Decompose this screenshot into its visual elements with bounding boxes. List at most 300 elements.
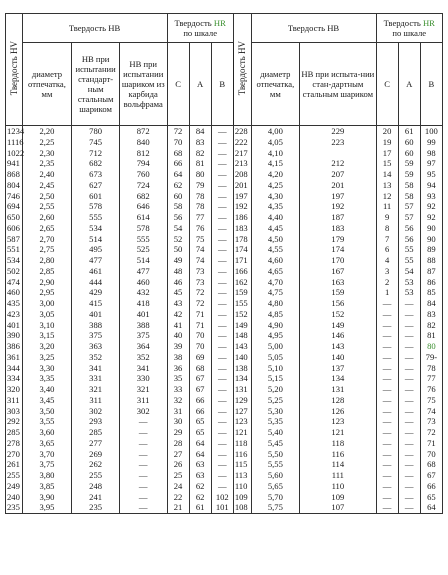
cell-hr-b-left: — [211,212,233,223]
cell-hr-b-right: 85 [420,287,442,298]
cell-hb-steel-left: 363 [72,341,120,352]
cell-hr-b-right: 81 [420,330,442,341]
cell-hb-steel-right: 146 [300,330,376,341]
cell-diameter-right: 4,50 [251,234,300,245]
cell-hv-right: 183 [233,223,251,234]
cell-diameter-left: 3,40 [22,384,72,395]
cell-hr-c-right: — [376,502,398,513]
cell-hv-right: 217 [233,148,251,159]
cell-hb-steel-right: 121 [300,427,376,438]
table-row [6,223,443,234]
cell-hv-right: 186 [233,212,251,223]
cell-diameter-right: 4,90 [251,320,300,331]
table-row [6,126,443,137]
cell-hr-c-left: 27 [167,449,189,460]
cell-hr-c-right: 4 [376,255,398,266]
cell-diameter-left: 2,45 [22,180,72,191]
cell-hr-c-left: 33 [167,384,189,395]
cell-hr-a-right: — [398,384,420,395]
cell-hr-a-right: — [398,373,420,384]
cell-diameter-left: 3,20 [22,341,72,352]
cell-hr-b-right: 90 [420,234,442,245]
cell-hr-c-right: — [376,352,398,363]
table-row [6,320,443,331]
cell-diameter-right: 5,35 [251,416,300,427]
cell-hr-c-left: 48 [167,266,189,277]
cell-diameter-left: 2,20 [22,126,72,137]
cell-hv-left: 1022 [7,147,25,158]
cell-hb-steel-right: 109 [300,492,376,503]
cell-hr-c-right: 17 [376,148,398,159]
hv-header-left-label: Твердость HV [8,41,19,96]
hv-header-left [6,14,23,126]
cell-hb-tungsten-left: 330 [119,373,167,384]
cell-hv-right: 108 [233,502,251,513]
cell-hr-b-left: — [211,309,233,320]
scale-b-header-right: B [420,43,442,126]
cell-hr-c-right: 12 [376,191,398,202]
cell-hb-steel-right: 156 [300,298,376,309]
cell-hb-steel-right: 207 [300,169,376,180]
cell-hb-steel-left: 514 [72,234,120,245]
cell-hb-steel-left: 302 [72,406,120,417]
cell-hr-c-left: 46 [167,277,189,288]
cell-hb-tungsten-left: 840 [119,137,167,148]
cell-hr-c-right: 15 [376,158,398,169]
cell-diameter-left: 2,85 [22,266,72,277]
cell-hr-a-right: — [398,406,420,417]
cell-hr-b-left: — [211,320,233,331]
cell-hv-left: 401 [6,320,23,331]
cell-hb-steel-right: 114 [300,459,376,470]
cell-hv-right: 197 [233,191,251,202]
cell-hb-steel-right: 159 [300,287,376,298]
cell-hr-a-left: 68 [189,363,211,374]
cell-diameter-left: 2,30 [22,148,72,159]
hb-header-left: Твердость HB [22,14,167,43]
cell-hb-steel-left: 262 [72,459,120,470]
cell-hr-b-left: — [211,255,233,266]
cell-hb-tungsten-left: 614 [119,212,167,223]
cell-hr-c-right: — [376,330,398,341]
cell-hv-right: 174 [233,244,251,255]
table-row [6,201,443,212]
hr-header-right [376,14,442,43]
cell-hr-b-right: 84 [420,298,442,309]
cell-hr-a-left: 61 [189,502,211,513]
cell-hr-a-right: — [398,459,420,470]
cell-diameter-left: 3,00 [22,298,72,309]
cell-hr-c-right: — [376,459,398,470]
cell-hb-steel-left: 321 [72,384,120,395]
cell-hr-c-right: 2 [376,277,398,288]
cell-hb-steel-right: 192 [300,201,376,212]
hr-header-right-suffix: по шкале [392,28,427,38]
cell-hr-c-right: — [376,481,398,492]
cell-diameter-right: 4,95 [251,330,300,341]
cell-hr-b-right: 74 [420,406,442,417]
cell-hr-a-right: 53 [398,287,420,298]
cell-hr-b-right: 89 [420,244,442,255]
cell-hv-left: 240 [6,492,23,503]
cell-diameter-right: 5,10 [251,363,300,374]
cell-hr-a-right: 59 [398,169,420,180]
cell-hb-tungsten-left: — [119,470,167,481]
cell-hr-b-left: — [211,158,233,169]
cell-hr-b-left: — [211,191,233,202]
cell-diameter-left: 2,75 [22,244,72,255]
cell-diameter-right: 4,35 [251,201,300,212]
cell-diameter-left: 2,70 [22,234,72,245]
cell-hv-right: 149 [233,320,251,331]
cell-hb-steel-left: 578 [72,201,120,212]
cell-hr-b-right: 80 [420,341,442,352]
cell-hr-c-right: 7 [376,234,398,245]
cell-hr-c-left: 54 [167,223,189,234]
cell-hb-tungsten-left: 682 [119,191,167,202]
cell-hr-c-right: 13 [376,180,398,191]
header-row-sub [6,43,443,126]
cell-hb-steel-right: 110 [300,481,376,492]
cell-hr-a-left: 83 [189,137,211,148]
cell-hv-left: 694 [6,201,23,212]
cell-hv-right: 109 [233,492,251,503]
cell-hr-b-left: — [211,148,233,159]
cell-hv-left: 460 [6,287,23,298]
table-row [6,266,443,277]
cell-hr-b-left: — [211,363,233,374]
cell-hb-steel-left: 429 [72,287,120,298]
cell-hv-left: 868 [6,169,23,180]
cell-hr-c-left: 26 [167,459,189,470]
cell-hb-steel-right [300,148,376,159]
cell-hb-tungsten-left: 514 [119,255,167,266]
cell-hr-a-left: 71 [189,309,211,320]
cell-hr-a-right: 57 [398,201,420,212]
cell-diameter-right: 5,30 [251,406,300,417]
cell-hr-a-left: 74 [189,244,211,255]
table-row [6,373,443,384]
cell-diameter-right: 4,25 [251,180,300,191]
cell-hr-b-right: 68 [420,459,442,470]
cell-hr-a-left: 72 [189,287,211,298]
cell-hr-a-left: 73 [189,277,211,288]
cell-hr-a-right: — [398,492,420,503]
cell-hb-steel-left: 534 [72,223,120,234]
cell-diameter-left: 3,30 [22,363,72,374]
table-row [6,169,443,180]
cell-hr-b-left: — [211,481,233,492]
cell-diameter-right: 4,65 [251,266,300,277]
cell-diameter-left: 2,55 [22,201,72,212]
cell-hr-b-right: 72 [420,427,442,438]
cell-diameter-right: 4,10 [251,148,300,159]
table-row [6,427,443,438]
cell-hb-steel-left: 375 [72,330,120,341]
cell-hb-steel-left: 331 [72,373,120,384]
cell-hr-c-left: 25 [167,470,189,481]
cell-hv-left: 344 [6,363,23,374]
cell-hr-b-left: 102 [211,492,233,503]
cell-hb-steel-left: 235 [72,502,120,513]
table-row [6,341,443,352]
cell-diameter-left: 3,25 [22,352,72,363]
cell-hv-left: 423 [6,309,23,320]
cell-hr-a-left: 78 [189,201,211,212]
cell-hv-left: 804 [6,180,23,191]
table-row [6,492,443,503]
cell-diameter-left: 3,95 [22,502,72,513]
cell-hr-a-left: 62 [189,492,211,503]
cell-hr-c-left: 66 [167,158,189,169]
cell-diameter-left: 2,35 [22,158,72,169]
cell-hr-c-right: — [376,395,398,406]
table-row [6,449,443,460]
cell-hr-a-right: 56 [398,234,420,245]
cell-hr-b-right: 92 [420,201,442,212]
cell-diameter-left: 3,75 [22,459,72,470]
cell-hr-a-left: 80 [189,169,211,180]
cell-diameter-right: 5,50 [251,449,300,460]
cell-hr-c-right: 9 [376,212,398,223]
cell-hr-a-right: 55 [398,255,420,266]
cell-hr-a-right: — [398,427,420,438]
table-row [6,148,443,159]
cell-hr-c-left: 39 [167,341,189,352]
hv-header-right-label: Твердость HV [237,41,248,96]
cell-hr-a-right: — [398,330,420,341]
cell-hb-steel-right: 143 [300,341,376,352]
cell-hb-steel-left: 477 [72,255,120,266]
cell-hr-c-left: 29 [167,427,189,438]
cell-hb-steel-right: 134 [300,373,376,384]
cell-hr-b-left: — [211,330,233,341]
cell-hv-left: 534 [6,255,23,266]
cell-hb-steel-left: 673 [72,169,120,180]
cell-hb-steel-right: 126 [300,406,376,417]
cell-hv-right: 134 [233,373,251,384]
cell-hv-left: 1234 [7,126,25,136]
cell-hr-c-left: 31 [167,406,189,417]
cell-diameter-right: 4,55 [251,244,300,255]
cell-hb-steel-left: 461 [72,266,120,277]
cell-hr-a-left: 73 [189,266,211,277]
cell-hr-c-right: — [376,309,398,320]
cell-hr-b-left: — [211,223,233,234]
cell-hr-a-right: 53 [398,277,420,288]
cell-hr-c-right: — [376,416,398,427]
cell-hr-b-left: — [211,266,233,277]
cell-hb-steel-left: 255 [72,470,120,481]
cell-hr-c-left: 28 [167,438,189,449]
cell-hb-tungsten-left: 432 [119,287,167,298]
cell-diameter-left: 3,80 [22,470,72,481]
cell-diameter-left: 3,90 [22,492,72,503]
cell-hb-steel-left: 601 [72,191,120,202]
table-row [6,416,443,427]
cell-diameter-left: 3,55 [22,416,72,427]
cell-hb-tungsten-left: 872 [119,126,167,137]
cell-diameter-left: 3,50 [22,406,72,417]
cell-hb-steel-right: 152 [300,309,376,320]
cell-hr-a-right: 61 [398,126,420,137]
cell-hr-c-right: 19 [376,137,398,148]
cell-diameter-right: 5,55 [251,459,300,470]
cell-hr-c-right: 3 [376,266,398,277]
cell-hr-a-left: 81 [189,158,211,169]
hb-steel-header-left: HB при испытании стандарт-ным стальным шариком [72,43,120,126]
cell-hb-steel-left: 293 [72,416,120,427]
cell-hr-b-right: 94 [420,180,442,191]
table-row [6,395,443,406]
cell-hr-c-left: 62 [167,180,189,191]
cell-hr-c-left: 60 [167,191,189,202]
cell-hb-steel-left: 241 [72,492,120,503]
cell-diameter-left: 3,10 [22,320,72,331]
cell-hb-tungsten-left: 760 [119,169,167,180]
cell-diameter-left: 2,40 [22,169,72,180]
scale-a-header-left: A [189,43,211,126]
cell-hr-a-left: 77 [189,212,211,223]
cell-hb-steel-left: 745 [72,137,120,148]
cell-hb-steel-right: 170 [300,255,376,266]
scale-a-header-right: A [398,43,420,126]
cell-hr-c-right: — [376,492,398,503]
hr-header-left-mark: HR [213,18,226,28]
cell-hv-right: 222 [233,137,251,148]
cell-hr-a-right: — [398,449,420,460]
cell-hb-tungsten-left: — [119,481,167,492]
cell-hb-tungsten-left: 352 [119,352,167,363]
cell-hr-a-left: 65 [189,416,211,427]
cell-diameter-right: 5,20 [251,384,300,395]
cell-hv-right: 143 [233,341,251,352]
cell-hr-c-right: — [376,373,398,384]
cell-hv-right: 140 [233,352,251,363]
cell-hr-b-left: — [211,427,233,438]
cell-hr-b-right: 70 [420,449,442,460]
cell-hb-tungsten-left: 646 [119,201,167,212]
cell-hr-c-right: — [376,449,398,460]
cell-hr-b-left: — [211,470,233,481]
cell-hr-b-right: 67 [420,470,442,481]
cell-hr-b-right: 92 [420,212,442,223]
cell-hb-tungsten-left: 477 [119,266,167,277]
cell-hb-tungsten-left: — [119,416,167,427]
cell-hb-tungsten-left: 578 [119,223,167,234]
cell-hv-right: 208 [233,169,251,180]
cell-hr-c-right: 6 [376,244,398,255]
cell-hv-left: 255 [6,470,23,481]
table-row [6,459,443,470]
cell-hr-c-right: — [376,341,398,352]
cell-hv-right: 118 [233,438,251,449]
cell-hb-tungsten-left: 525 [119,244,167,255]
cell-hr-b-right: 83 [420,309,442,320]
cell-hb-tungsten-left: 341 [119,363,167,374]
cell-hb-tungsten-left: 375 [119,330,167,341]
cell-hr-a-left: 70 [189,341,211,352]
cell-hr-c-right: — [376,438,398,449]
cell-hr-a-left: 65 [189,427,211,438]
cell-hr-b-right: 79- [420,352,442,363]
table-row [6,406,443,417]
cell-hb-steel-right: 167 [300,266,376,277]
cell-hb-steel-right: 197 [300,191,376,202]
cell-hr-a-right: — [398,470,420,481]
cell-hr-a-right: 58 [398,191,420,202]
cell-hv-left: 334 [6,373,23,384]
cell-diameter-right: 5,75 [251,502,300,513]
table-row [6,191,443,202]
cell-diameter-left: 3,60 [22,427,72,438]
cell-hr-c-right: — [376,320,398,331]
cell-hr-b-left: 101 [211,502,233,513]
table-row [6,287,443,298]
cell-hr-b-left: — [211,395,233,406]
cell-hb-tungsten-left: — [119,438,167,449]
cell-hr-b-right: 78 [420,363,442,374]
cell-diameter-left: 3,65 [22,438,72,449]
cell-diameter-left: 3,70 [22,449,72,460]
cell-hb-steel-right: 163 [300,277,376,288]
cell-hb-steel-left: 341 [72,363,120,374]
cell-hr-b-right: 76 [420,384,442,395]
cell-hr-a-right: — [398,298,420,309]
cell-hr-a-left: 66 [189,395,211,406]
cell-hb-steel-right: 149 [300,320,376,331]
cell-hr-b-left: — [211,298,233,309]
cell-hr-a-right: 60 [398,137,420,148]
cell-hr-c-right: — [376,406,398,417]
cell-diameter-left: 2,50 [22,191,72,202]
cell-hr-b-right: 82 [420,320,442,331]
cell-hr-a-left: 63 [189,459,211,470]
cell-hb-tungsten-left: 794 [119,158,167,169]
cell-hv-right: 115 [233,459,251,470]
cell-diameter-right: 5,40 [251,427,300,438]
hr-header-left-prefix: Твердость [174,18,214,28]
cell-hv-left: 292 [6,416,23,427]
cell-hv-right: 166 [233,266,251,277]
cell-diameter-left: 3,15 [22,330,72,341]
cell-hb-tungsten-left: 401 [119,309,167,320]
cell-hv-right: 162 [233,277,251,288]
cell-hr-a-left: 67 [189,384,211,395]
cell-hr-a-right: — [398,352,420,363]
cell-hv-left: 746 [6,191,23,202]
cell-diameter-right: 5,05 [251,352,300,363]
scale-b-header-left: B [211,43,233,126]
cell-diameter-left: 3,35 [22,373,72,384]
cell-hv-left: 390 [6,330,23,341]
cell-hr-a-right: — [398,320,420,331]
cell-hr-b-left: — [211,384,233,395]
cell-diameter-right: 5,60 [251,470,300,481]
cell-hr-a-right: — [398,438,420,449]
cell-hb-tungsten-left: 364 [119,341,167,352]
cell-hr-b-right: 98 [420,148,442,159]
cell-hb-steel-right: 212 [300,158,376,169]
cell-hr-c-left: 50 [167,244,189,255]
cell-hv-right: 123 [233,416,251,427]
cell-hv-right: 213 [233,158,251,169]
cell-hr-c-left: 70 [167,137,189,148]
cell-hr-a-left: 63 [189,470,211,481]
cell-hr-c-left: 49 [167,255,189,266]
table-row [6,363,443,374]
cell-hv-right: 228 [233,126,251,137]
